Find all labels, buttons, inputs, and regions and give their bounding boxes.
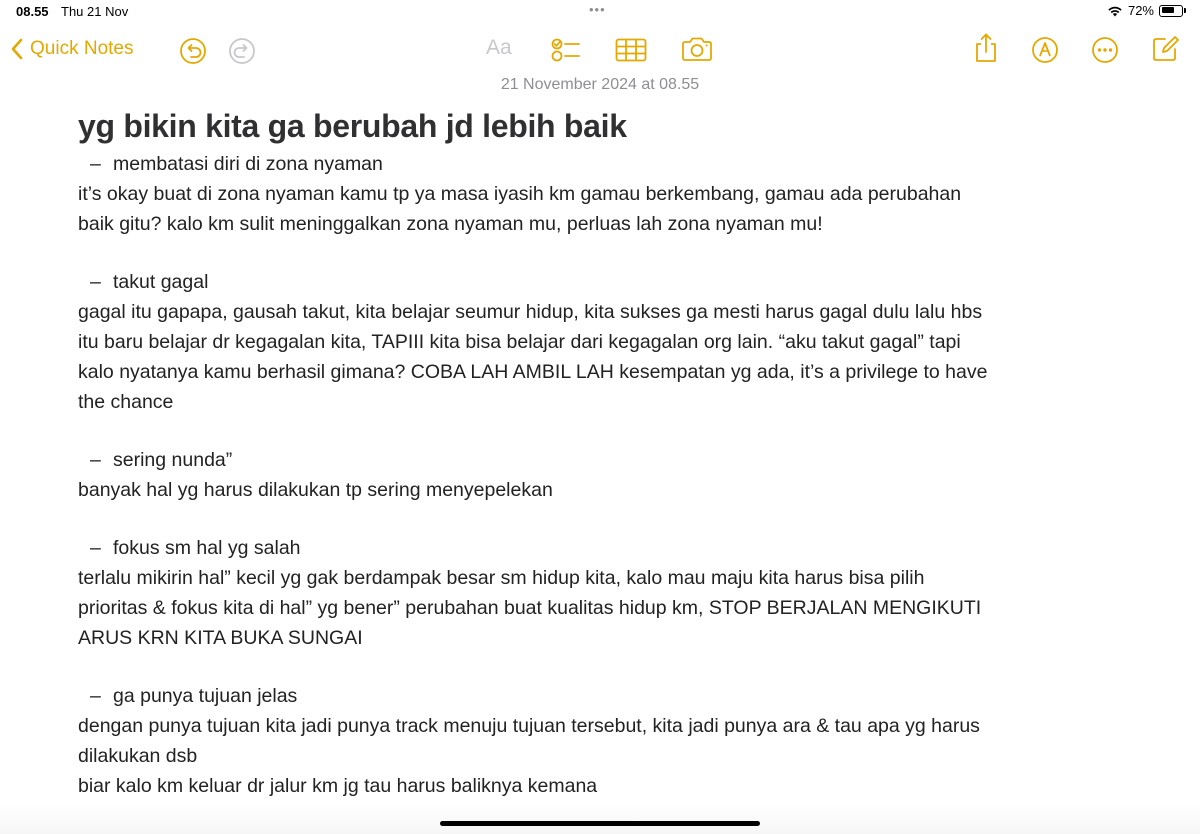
markup-button[interactable]	[1031, 36, 1059, 64]
checklist-icon	[551, 37, 581, 63]
status-time: 08.55	[16, 4, 49, 19]
notes-toolbar	[0, 30, 1200, 70]
back-button-label: Quick Notes	[30, 38, 134, 59]
paragraph-line[interactable]: baik gitu? kalo km sulit meninggalkan zona nyaman mu, perluas lah zona nyaman mu!	[78, 213, 823, 235]
bullet-dash: –	[90, 685, 101, 707]
paragraph-line[interactable]: dengan punya tujuan kita jadi punya track menuju tujuan tersebut, kita jadi punya ara & tau apa yg harus	[78, 715, 980, 737]
undo-button[interactable]	[179, 37, 207, 65]
checklist-button[interactable]	[551, 37, 581, 63]
multitasking-dots-icon[interactable]: •••	[589, 2, 606, 17]
battery-icon	[1159, 5, 1183, 17]
camera-button[interactable]	[681, 36, 713, 62]
compose-icon	[1151, 35, 1179, 63]
share-icon	[973, 32, 999, 64]
status-bar	[0, 0, 1200, 24]
paragraph-line[interactable]: itu baru belajar dr kegagalan kita, TAPIII kita bisa belajar dari kegagalan org lain. “aku takut gagal” tapi	[78, 331, 961, 353]
format-text-icon: Aa	[486, 36, 512, 59]
blank-line	[78, 505, 1068, 533]
battery-percent: 72%	[1127, 3, 1154, 18]
paragraph-line[interactable]: it’s okay buat di zona nyaman kamu tp ya masa iyasih km gamau berkembang, gamau ada perubahan	[78, 183, 962, 205]
format-text-button[interactable]	[486, 36, 512, 60]
bullet-text: ga punya tujuan jelas	[113, 685, 298, 707]
bullet-item[interactable]	[78, 267, 1068, 297]
battery-cap	[1184, 8, 1186, 13]
paragraph-line[interactable]: terlalu mikirin hal” kecil yg gak berdampak besar sm hidup kita, kalo mau maju kita harus bisa pilih	[78, 567, 925, 589]
back-button[interactable]	[10, 36, 133, 62]
more-icon	[1091, 36, 1119, 64]
note-date: 21 November 2024 at 08.55	[500, 76, 700, 93]
bullet-text: fokus sm hal yg salah	[113, 537, 301, 559]
compose-button[interactable]	[1151, 35, 1179, 63]
markup-pen-icon	[1031, 36, 1059, 64]
chevron-left-icon	[10, 38, 24, 60]
bullet-item[interactable]	[78, 445, 1068, 475]
battery-level	[1162, 7, 1175, 13]
camera-icon	[681, 36, 713, 62]
bullet-item[interactable]	[78, 149, 1068, 179]
bullet-item[interactable]	[78, 681, 1068, 711]
paragraph-line[interactable]: kalo nyatanya kamu berhasil gimana? COBA LAH AMBIL LAH kesempatan yg ada, it’s a privilege to have	[78, 361, 988, 383]
share-button[interactable]	[973, 32, 999, 64]
paragraph-line[interactable]: dilakukan dsb	[78, 745, 198, 767]
table-button[interactable]	[615, 38, 647, 62]
paragraph-line[interactable]: biar kalo km keluar dr jalur km jg tau harus baliknya kemana	[78, 775, 598, 797]
more-button[interactable]	[1091, 36, 1119, 64]
redo-icon	[228, 37, 256, 65]
status-date: Thu 21 Nov	[61, 4, 129, 19]
note-sections	[78, 149, 1068, 801]
bullet-text: sering nunda”	[113, 449, 233, 471]
bullet-dash: –	[90, 449, 101, 471]
note-body[interactable]	[78, 103, 1068, 801]
bullet-text: takut gagal	[113, 271, 209, 293]
undo-icon	[179, 37, 207, 65]
bullet-text: membatasi diri di zona nyaman	[113, 153, 383, 175]
paragraph-line[interactable]: gagal itu gapapa, gausah takut, kita belajar seumur hidup, kita sukses ga mesti harus gagal dulu lalu hbs	[78, 301, 983, 323]
blank-line	[78, 417, 1068, 445]
wifi-icon	[1107, 5, 1123, 17]
status-indicators	[1107, 3, 1186, 18]
blank-line	[78, 239, 1068, 267]
paragraph-line[interactable]: the chance	[78, 391, 174, 413]
paragraph-line[interactable]: ARUS KRN KITA BUKA SUNGAI	[78, 627, 363, 649]
blank-line	[78, 653, 1068, 681]
bottom-fade	[0, 804, 1200, 834]
note-title[interactable]: yg bikin kita ga berubah jd lebih baik	[78, 108, 627, 144]
bullet-dash: –	[90, 153, 101, 175]
bullet-item[interactable]	[78, 533, 1068, 563]
table-icon	[615, 38, 647, 62]
home-indicator[interactable]	[440, 821, 760, 826]
bullet-dash: –	[90, 537, 101, 559]
bullet-dash: –	[90, 271, 101, 293]
paragraph-line[interactable]: prioritas & fokus kita di hal” yg bener” perubahan buat kualitas hidup km, STOP BERJALAN MENGIKUTI	[78, 597, 982, 619]
paragraph-line[interactable]: banyak hal yg harus dilakukan tp sering menyepelekan	[78, 479, 553, 501]
redo-button[interactable]	[228, 37, 256, 65]
